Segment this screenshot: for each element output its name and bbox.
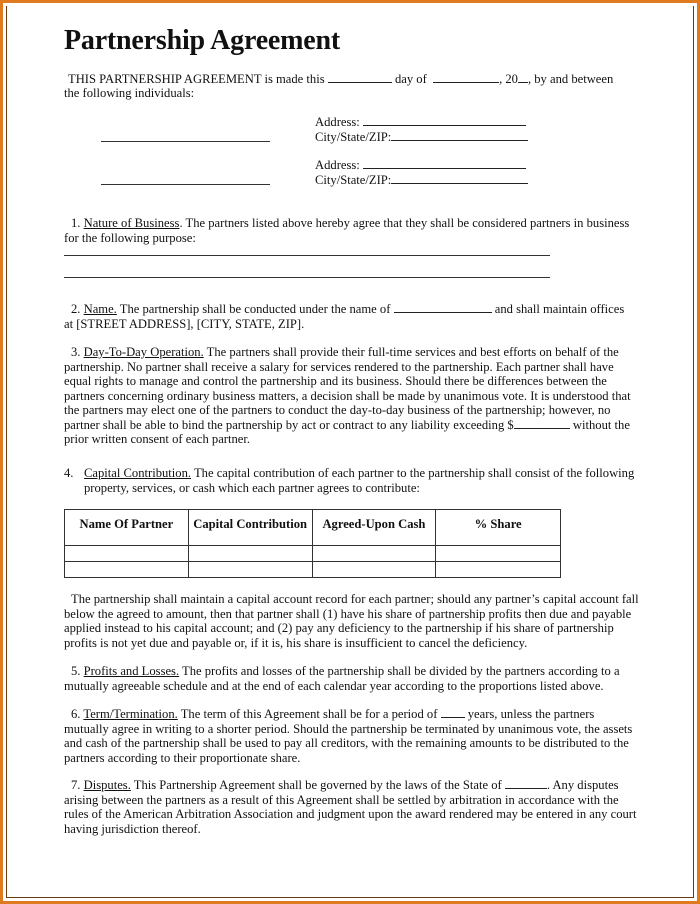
section-7-heading: Disputes.	[83, 778, 131, 792]
header-agreed-upon-cash: Agreed-Upon Cash	[312, 510, 436, 546]
capital-account-line-2: below the agreed to amount, then that partner shall (1) have his share of partnership profits then due and payable	[64, 606, 632, 621]
section-3-line-5: the partners may elect one of the partners to conduct the day-to-day business of the partnership; however, no	[64, 403, 611, 417]
cell-agreed-cash[interactable]	[312, 562, 436, 578]
liability-amount-blank[interactable]	[514, 418, 570, 429]
cell-partner-name[interactable]	[65, 562, 189, 578]
party-2-city: City/State/ZIP:	[315, 173, 528, 188]
table-row	[65, 546, 561, 562]
section-1-line-1: 1. Nature of Business. The partners listed above hereby agree that they shall be considered partners in business	[71, 216, 630, 230]
table-row	[65, 562, 561, 578]
partnership-name-blank[interactable]	[394, 302, 492, 313]
section-3-line-3: equal rights to manage and control the partnership and its business. Should there be differences between the	[64, 374, 607, 388]
month-blank[interactable]	[433, 72, 499, 83]
party-1-address-blank[interactable]	[363, 115, 526, 126]
intro-line-2: the following individuals:	[64, 86, 195, 100]
section-1-heading: Nature of Business	[83, 216, 180, 230]
party-2-name-line[interactable]	[101, 184, 270, 185]
section-7-line-3: rules of the American Arbitration Association and judgment upon the award rendered may be entered in any court	[64, 807, 637, 821]
section-3-line-6: partner shall be able to bind the partnership by act or contract to any liability exceeding $ without the	[64, 417, 630, 432]
header-percent-share: % Share	[436, 510, 561, 546]
section-3-line-4: partners concerning ordinary business matters, a decision shall be made by unanimous vote. It is understood that	[64, 388, 631, 403]
capital-account-line-4: profits is not yet due and payable or, if it is, his share is insufficient to cancel the deficiency.	[64, 635, 528, 650]
section-2-line-2: at [STREET ADDRESS], [CITY, STATE, ZIP].	[64, 317, 305, 331]
party-1-city-blank[interactable]	[391, 130, 528, 141]
cell-agreed-cash[interactable]	[312, 546, 436, 562]
section-2-heading: Name.	[83, 302, 117, 316]
section-3-line-7: prior written consent of each partner.	[64, 432, 251, 446]
party-1-name-line[interactable]	[101, 141, 270, 142]
header-name-of-partner: Name Of Partner	[65, 510, 189, 546]
section-7-line-1: 7. Disputes. This Partnership Agreement shall be governed by the laws of the State of . Any disputes	[71, 778, 619, 792]
section-1-line-2: for the following purpose:	[64, 231, 196, 245]
capital-account-line-3: applied instead to his capital account; and (2) pay any deficiency to the partnership if his share of partnership	[64, 621, 614, 635]
cell-share[interactable]	[436, 562, 561, 578]
cell-capital-contribution[interactable]	[188, 546, 312, 562]
section-6-line-1: 6. Term/Termination. The term of this Agreement shall be for a period of years, unless the partners	[71, 707, 595, 721]
cell-capital-contribution[interactable]	[188, 562, 312, 578]
document-title: Partnership Agreement	[64, 25, 341, 56]
capital-contribution-table	[64, 509, 561, 578]
intro-line-1: THIS PARTNERSHIP AGREEMENT is made this day of , 20 , by and between	[68, 72, 614, 86]
cell-share[interactable]	[436, 546, 561, 562]
party-1-city: City/State/ZIP:	[315, 130, 528, 145]
party-2-city-blank[interactable]	[391, 173, 528, 184]
cell-partner-name[interactable]	[65, 546, 189, 562]
header-capital-contribution: Capital Contribution	[188, 510, 312, 546]
section-3-line-1: 3. Day-To-Day Operation. The partners shall provide their full-time services and best efforts on behalf of the	[71, 345, 619, 359]
section-6-line-2: mutually agree in writing to a shorter period. Should the partnership be terminated by unanimous vote, the assets	[64, 721, 633, 736]
section-3-heading: Day-To-Day Operation.	[83, 345, 204, 359]
year-blank[interactable]	[518, 72, 528, 83]
section-5-line-2: mutually agreeable schedule and at the end of each calendar year according to the proportions listed above.	[64, 678, 604, 693]
section-7-line-4: having jurisdiction thereof.	[64, 821, 201, 836]
section-6-line-3: and cash of the partnership shall be used to pay all creditors, with the remaining amounts to be distributed to the	[64, 736, 629, 750]
purpose-line-2[interactable]	[64, 277, 550, 278]
section-6-line-4: partners according to their proportionate share.	[64, 750, 301, 765]
governing-state-blank[interactable]	[505, 778, 547, 789]
section-5-line-1: 5. Profits and Losses. The profits and losses of the partnership shall be divided by the partners according to a	[71, 664, 620, 678]
section-4-heading: Capital Contribution.	[84, 466, 192, 480]
party-2-address: Address:	[315, 158, 526, 173]
section-4-line-1: Capital Contribution. The capital contribution of each partner to the partnership shall consist of the following	[84, 466, 635, 480]
section-5-heading: Profits and Losses.	[83, 664, 180, 678]
purpose-line-1[interactable]	[64, 255, 550, 256]
section-4-line-2: property, services, or cash which each partner agrees to contribute:	[84, 481, 420, 495]
section-2-line-1: 2. Name. The partnership shall be conducted under the name of and shall maintain offices	[71, 302, 625, 316]
section-6-heading: Term/Termination.	[83, 707, 178, 721]
term-years-blank[interactable]	[441, 707, 465, 718]
capital-account-line-1: The partnership shall maintain a capital account record for each partner; should any partner’s capital account fall	[71, 592, 639, 606]
party-1-address: Address:	[315, 115, 526, 130]
section-4-number: 4.	[64, 466, 74, 480]
day-blank[interactable]	[328, 72, 392, 83]
section-7-line-2: arising between the partners as a result of this Agreement shall be settled by arbitration in accordance with the	[64, 792, 619, 807]
table-header-row	[65, 510, 561, 546]
party-2-address-blank[interactable]	[363, 158, 526, 169]
section-3-line-2: partnership. No partner shall receive a salary for services rendered to the partnership. Each partner shall have	[64, 359, 614, 374]
